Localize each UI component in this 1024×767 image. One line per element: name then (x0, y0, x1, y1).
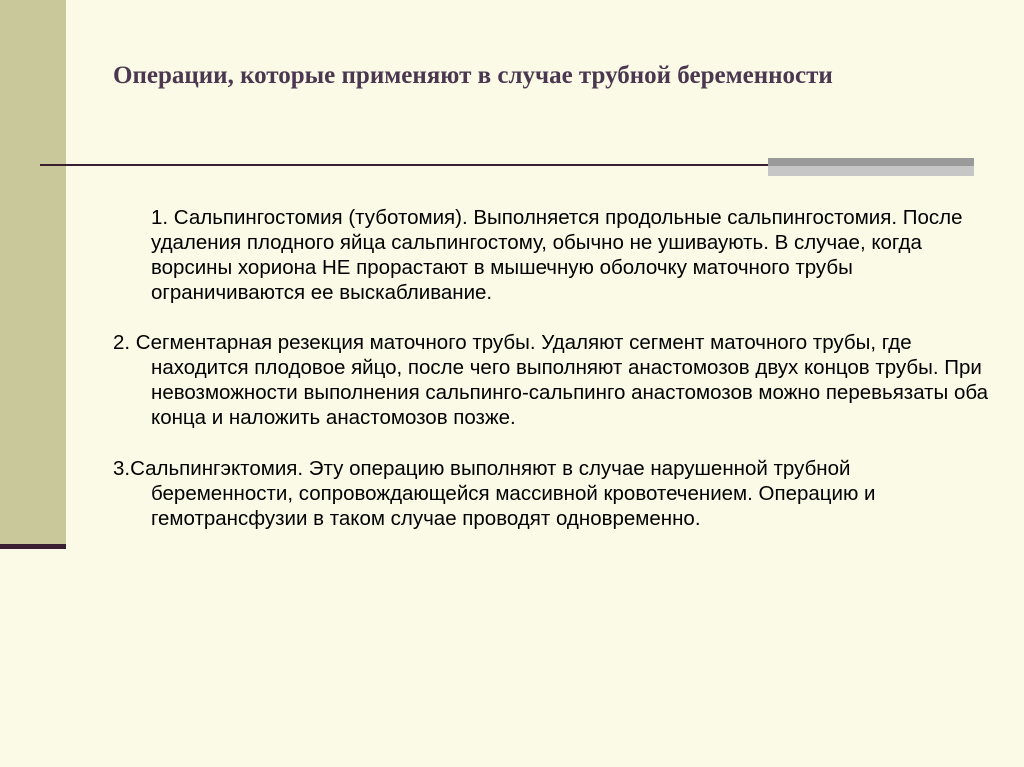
paragraph-salpingectomy: 3.Сальпингэктомия. Эту операцию выполняют в случае нарушенной трубной беременности, сопровождающейся массивной кровотечением. Операцию и гемотрансфузии в таком случае проводят одновременно. (113, 457, 876, 530)
title-accent-dark (768, 158, 974, 166)
paragraph-salpingostomy: 1. Сальпингостомия (туботомия). Выполняется продольные сальпингостомия. После удаления плодного яйца сальпингостому, обычно не ушиваують. В случае, когда ворсины хориона НЕ прорастают в мышечную оболочку маточного трубы ограничиваются ее выскабливание. (151, 206, 963, 304)
slide-title: Операции, которые применяют в случае трубной беременности (113, 62, 833, 89)
title-divider (40, 164, 768, 166)
left-bar-underline (0, 544, 66, 549)
slide-body (113, 205, 993, 531)
left-decorative-bar (0, 0, 66, 546)
paragraph-segmental-resection: 2. Сегментарная резекция маточного трубы. Удаляют сегмент маточного трубы, где находится плодовое яйцо, после чего выполняют анастомозов двух концов трубы. При невозможности выполнения сальпинго-сальпинго анастомозов можно перевьязаты оба конца и наложить анастомозов позже. (113, 331, 989, 429)
title-accent-light (768, 166, 974, 176)
